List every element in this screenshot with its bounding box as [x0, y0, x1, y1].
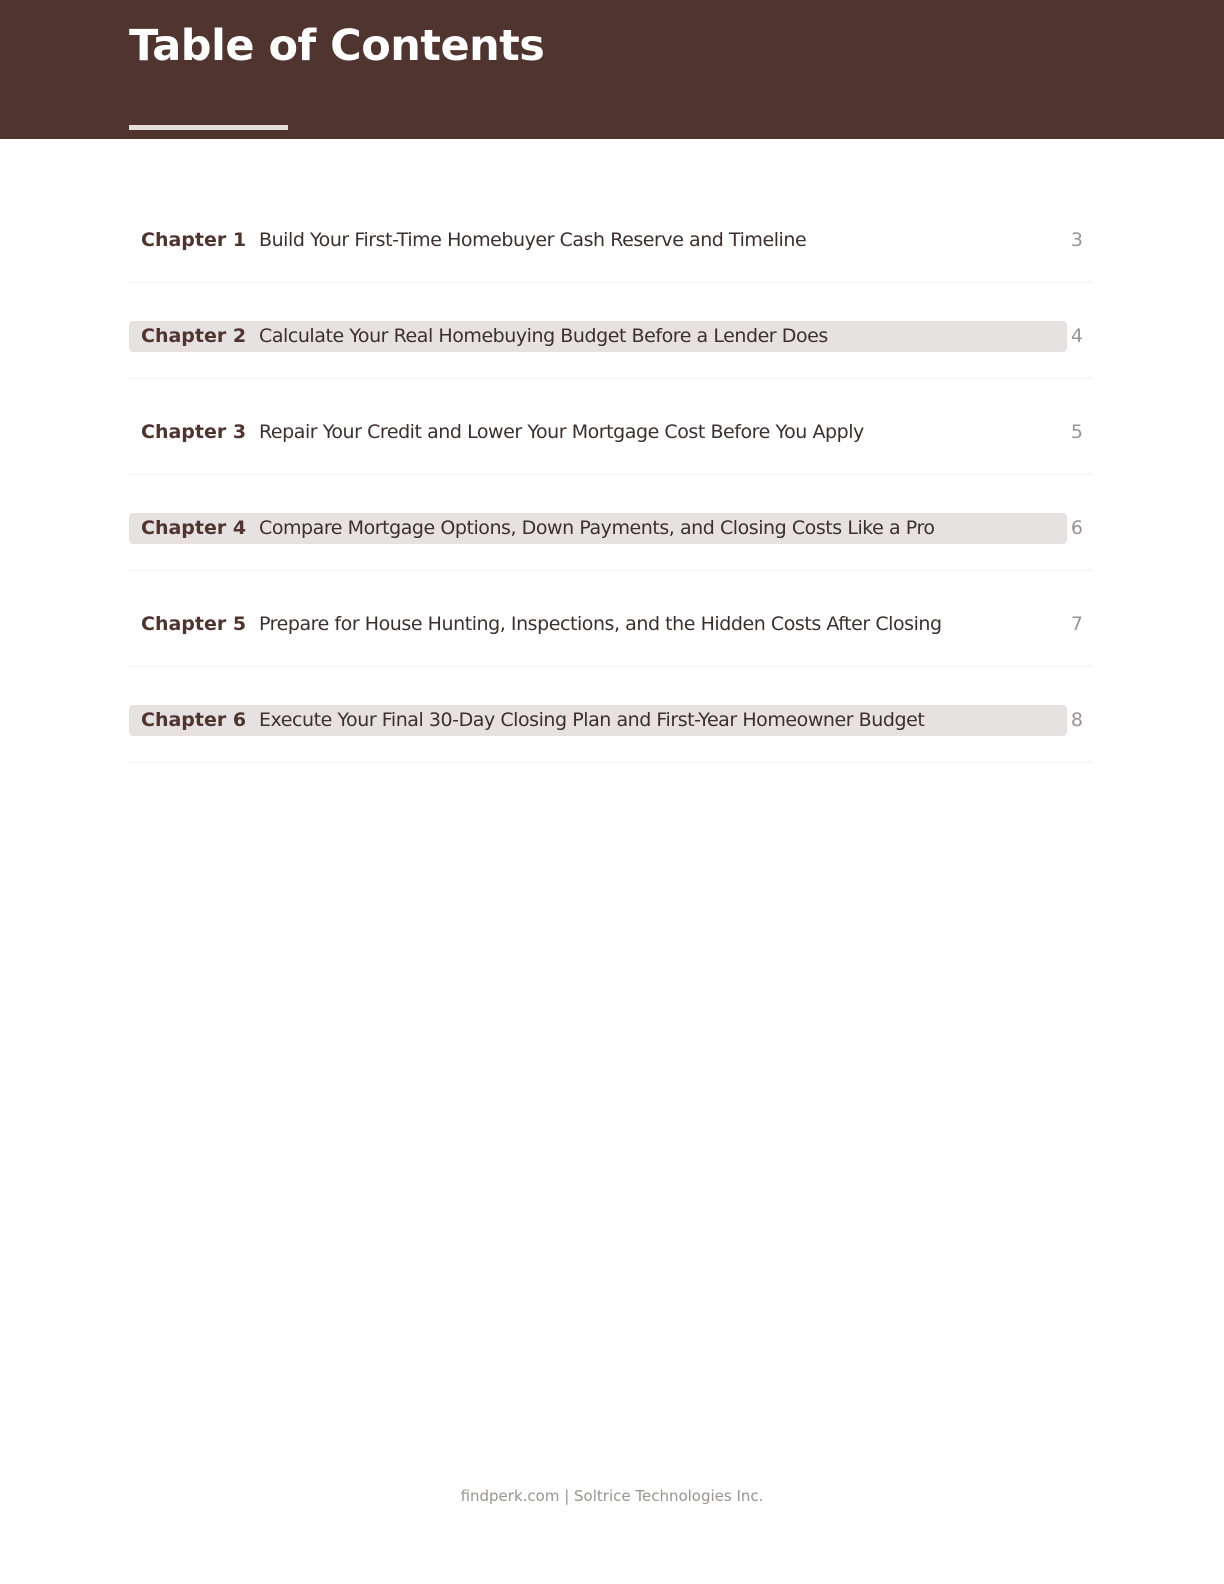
page-number: 5 [1070, 421, 1083, 443]
toc-entry-chapter-5[interactable] [129, 609, 1095, 706]
chapter-label: Chapter 5 [141, 613, 247, 635]
page-number: 8 [1070, 709, 1083, 731]
row-divider [129, 474, 1091, 475]
page-number: 3 [1070, 229, 1083, 251]
page-footer: findperk.com | Soltrice Technologies Inc. [460, 1487, 764, 1505]
chapter-title[interactable]: Compare Mortgage Options, Down Payments, and Closing Costs Like a Pro [259, 517, 935, 539]
chapter-title[interactable]: Prepare for House Hunting, Inspections, and the Hidden Costs After Closing [259, 613, 942, 635]
page-number: 7 [1070, 613, 1083, 635]
toc-entry-chapter-2[interactable] [129, 321, 1095, 418]
page-title: Table of Contents [129, 21, 545, 71]
header-banner [0, 0, 1224, 139]
page-number: 6 [1070, 517, 1083, 539]
chapter-title[interactable]: Calculate Your Real Homebuying Budget Before a Lender Does [259, 325, 828, 347]
chapter-label: Chapter 3 [141, 421, 247, 443]
chapter-title[interactable]: Execute Your Final 30-Day Closing Plan and First-Year Homeowner Budget [259, 709, 925, 731]
chapter-label: Chapter 1 [141, 229, 247, 251]
row-divider [129, 762, 1091, 763]
toc-entry-chapter-6[interactable] [129, 705, 1095, 802]
row-divider [129, 282, 1091, 283]
toc-entry-chapter-4[interactable] [129, 513, 1095, 610]
chapter-title[interactable]: Repair Your Credit and Lower Your Mortgage Cost Before You Apply [259, 421, 864, 443]
toc-entry-chapter-1[interactable] [129, 225, 1095, 322]
chapter-title[interactable]: Build Your First-Time Homebuyer Cash Reserve and Timeline [259, 229, 807, 251]
row-divider [129, 666, 1091, 667]
page-number: 4 [1070, 325, 1083, 347]
chapter-label: Chapter 4 [141, 517, 247, 539]
chapter-label: Chapter 6 [141, 709, 247, 731]
toc-entry-chapter-3[interactable] [129, 417, 1095, 514]
row-divider [129, 378, 1091, 379]
row-divider [129, 570, 1091, 571]
chapter-label: Chapter 2 [141, 325, 247, 347]
title-underline [129, 125, 288, 130]
